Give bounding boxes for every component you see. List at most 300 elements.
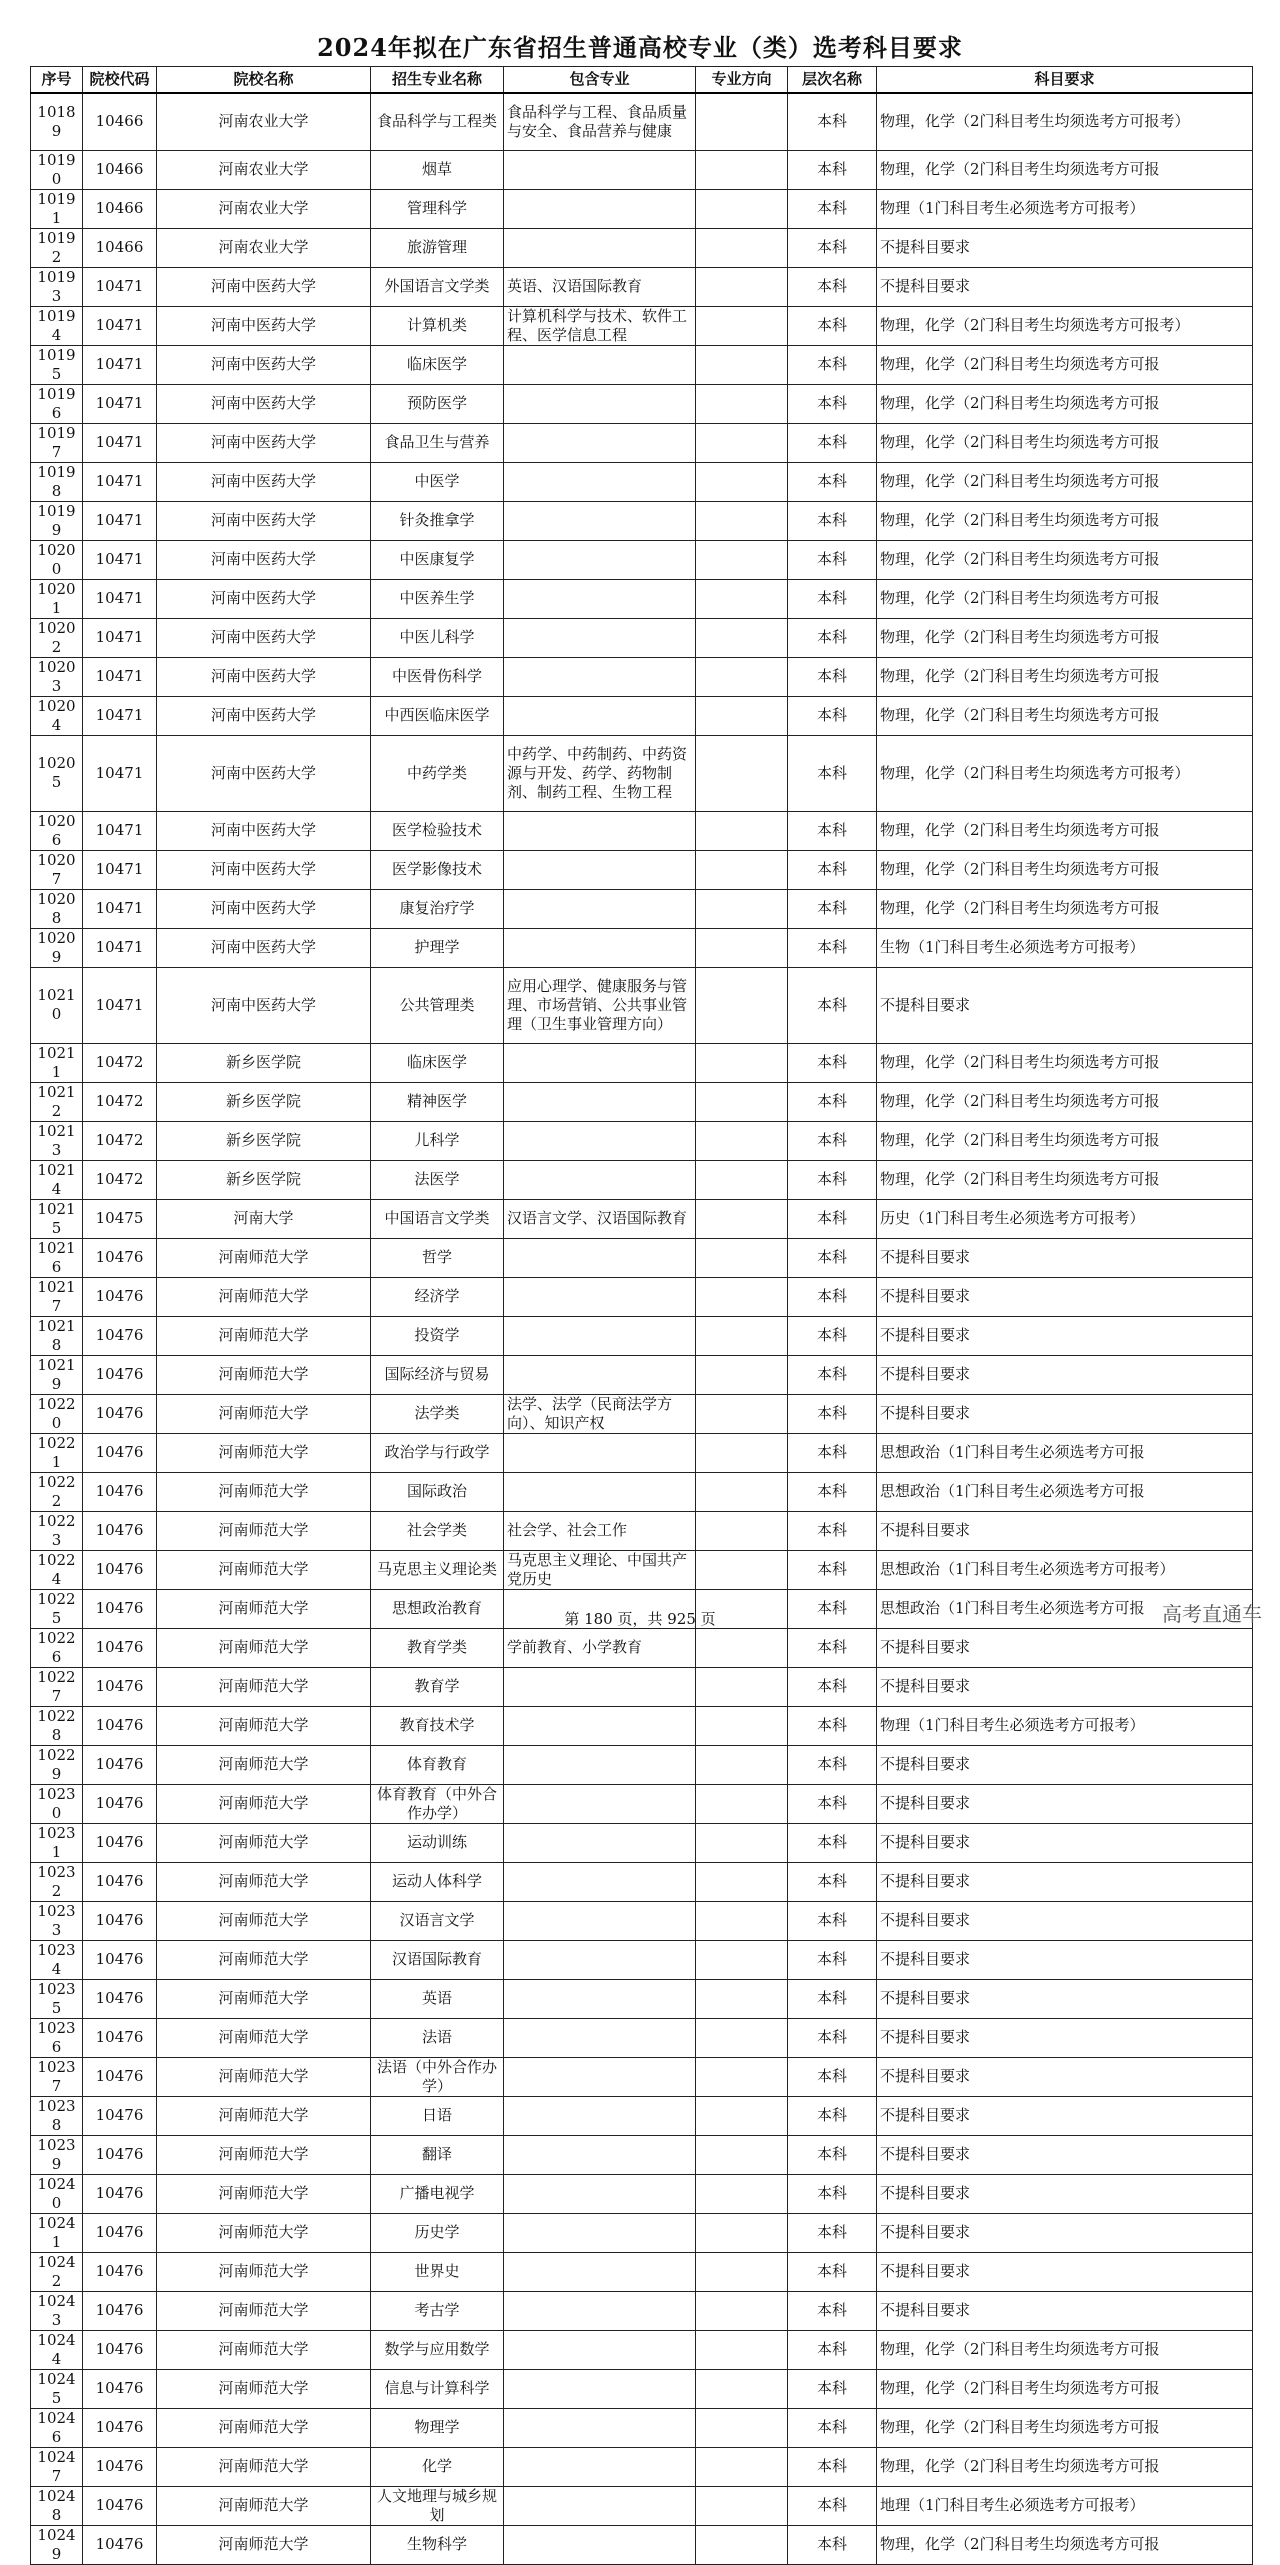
cell-school-code: 10476 bbox=[83, 1628, 157, 1667]
cell-major-direction bbox=[696, 540, 788, 579]
cell-major-name: 信息与计算科学 bbox=[371, 2369, 504, 2408]
cell-school-name: 河南中医药大学 bbox=[157, 267, 371, 306]
cell-level: 本科 bbox=[788, 1589, 877, 1628]
cell-major-name: 汉语言文学 bbox=[371, 1901, 504, 1940]
cell-school-name: 河南师范大学 bbox=[157, 2213, 371, 2252]
cell-index: 10202 bbox=[31, 618, 83, 657]
cell-major-name: 中医儿科学 bbox=[371, 618, 504, 657]
cell-school-name: 河南师范大学 bbox=[157, 1979, 371, 2018]
cell-major-name: 医学检验技术 bbox=[371, 811, 504, 850]
cell-major-name: 精神医学 bbox=[371, 1082, 504, 1121]
table-row bbox=[31, 501, 1253, 540]
cell-included-majors bbox=[504, 1745, 696, 1784]
cell-index: 10195 bbox=[31, 345, 83, 384]
table-row bbox=[31, 1043, 1253, 1082]
cell-level: 本科 bbox=[788, 2291, 877, 2330]
cell-school-code: 10466 bbox=[83, 93, 157, 150]
cell-major-direction bbox=[696, 811, 788, 850]
column-header-included-majors: 包含专业 bbox=[504, 67, 696, 94]
cell-index: 10217 bbox=[31, 1277, 83, 1316]
cell-subject-requirement: 不提科目要求 bbox=[877, 1901, 1253, 1940]
cell-school-name: 新乡医学院 bbox=[157, 1160, 371, 1199]
cell-subject-requirement: 不提科目要求 bbox=[877, 2096, 1253, 2135]
cell-school-code: 10476 bbox=[83, 2018, 157, 2057]
cell-major-direction bbox=[696, 2291, 788, 2330]
cell-school-code: 10476 bbox=[83, 2525, 157, 2564]
cell-major-direction bbox=[696, 967, 788, 1043]
cell-major-direction bbox=[696, 1355, 788, 1394]
cell-level: 本科 bbox=[788, 2330, 877, 2369]
cell-included-majors bbox=[504, 1823, 696, 1862]
cell-school-code: 10471 bbox=[83, 967, 157, 1043]
cell-subject-requirement: 不提科目要求 bbox=[877, 1784, 1253, 1823]
table-row bbox=[31, 928, 1253, 967]
cell-major-name: 马克思主义理论类 bbox=[371, 1550, 504, 1589]
cell-school-name: 河南师范大学 bbox=[157, 1901, 371, 1940]
cell-school-name: 河南师范大学 bbox=[157, 1628, 371, 1667]
cell-level: 本科 bbox=[788, 2018, 877, 2057]
cell-major-name: 投资学 bbox=[371, 1316, 504, 1355]
cell-index: 10230 bbox=[31, 1784, 83, 1823]
cell-level: 本科 bbox=[788, 1433, 877, 1472]
cell-school-code: 10476 bbox=[83, 1433, 157, 1472]
cell-subject-requirement: 不提科目要求 bbox=[877, 1238, 1253, 1277]
cell-included-majors bbox=[504, 462, 696, 501]
cell-included-majors bbox=[504, 1277, 696, 1316]
cell-included-majors bbox=[504, 2213, 696, 2252]
cell-major-direction bbox=[696, 1550, 788, 1589]
cell-major-name: 法学类 bbox=[371, 1394, 504, 1433]
cell-major-direction bbox=[696, 1277, 788, 1316]
cell-major-name: 世界史 bbox=[371, 2252, 504, 2291]
cell-level: 本科 bbox=[788, 1667, 877, 1706]
table-row bbox=[31, 2330, 1253, 2369]
cell-major-name: 儿科学 bbox=[371, 1121, 504, 1160]
cell-index: 10203 bbox=[31, 657, 83, 696]
table-row bbox=[31, 2486, 1253, 2525]
cell-included-majors bbox=[504, 1472, 696, 1511]
cell-school-code: 10476 bbox=[83, 1667, 157, 1706]
cell-subject-requirement: 物理，化学（2门科目考生均须选考方可报 bbox=[877, 2408, 1253, 2447]
cell-major-direction bbox=[696, 1901, 788, 1940]
table-row bbox=[31, 1472, 1253, 1511]
cell-included-majors bbox=[504, 889, 696, 928]
cell-school-name: 河南师范大学 bbox=[157, 1706, 371, 1745]
cell-school-code: 10476 bbox=[83, 2408, 157, 2447]
cell-major-name: 体育教育（中外合作办学） bbox=[371, 1784, 504, 1823]
cell-included-majors bbox=[504, 1901, 696, 1940]
cell-index: 10237 bbox=[31, 2057, 83, 2096]
cell-level: 本科 bbox=[788, 579, 877, 618]
cell-level: 本科 bbox=[788, 1862, 877, 1901]
cell-major-name: 运动训练 bbox=[371, 1823, 504, 1862]
cell-major-direction bbox=[696, 1199, 788, 1238]
cell-included-majors: 计算机科学与技术、软件工程、医学信息工程 bbox=[504, 306, 696, 345]
cell-school-name: 河南师范大学 bbox=[157, 2018, 371, 2057]
cell-included-majors bbox=[504, 501, 696, 540]
cell-school-code: 10471 bbox=[83, 267, 157, 306]
cell-included-majors bbox=[504, 2174, 696, 2213]
cell-index: 10194 bbox=[31, 306, 83, 345]
cell-subject-requirement: 物理，化学（2门科目考生均须选考方可报 bbox=[877, 579, 1253, 618]
cell-subject-requirement: 物理，化学（2门科目考生均须选考方可报 bbox=[877, 2369, 1253, 2408]
column-header-school-code: 院校代码 bbox=[83, 67, 157, 94]
table-row bbox=[31, 1823, 1253, 1862]
cell-level: 本科 bbox=[788, 2447, 877, 2486]
cell-school-name: 河南师范大学 bbox=[157, 2057, 371, 2096]
cell-major-direction bbox=[696, 2252, 788, 2291]
cell-major-direction bbox=[696, 345, 788, 384]
cell-major-direction bbox=[696, 1628, 788, 1667]
cell-subject-requirement: 不提科目要求 bbox=[877, 1355, 1253, 1394]
cell-subject-requirement: 思想政治（1门科目考生必须选考方可报考） bbox=[877, 1550, 1253, 1589]
cell-subject-requirement: 不提科目要求 bbox=[877, 2213, 1253, 2252]
cell-school-code: 10476 bbox=[83, 1979, 157, 2018]
cell-subject-requirement: 不提科目要求 bbox=[877, 1394, 1253, 1433]
cell-school-name: 河南农业大学 bbox=[157, 93, 371, 150]
cell-level: 本科 bbox=[788, 1940, 877, 1979]
cell-major-direction bbox=[696, 462, 788, 501]
cell-major-direction bbox=[696, 1979, 788, 2018]
cell-index: 10226 bbox=[31, 1628, 83, 1667]
cell-school-name: 新乡医学院 bbox=[157, 1121, 371, 1160]
cell-major-name: 经济学 bbox=[371, 1277, 504, 1316]
table-row bbox=[31, 189, 1253, 228]
table-row bbox=[31, 93, 1253, 150]
cell-index: 10232 bbox=[31, 1862, 83, 1901]
cell-index: 10222 bbox=[31, 1472, 83, 1511]
cell-index: 10206 bbox=[31, 811, 83, 850]
cell-index: 10207 bbox=[31, 850, 83, 889]
cell-level: 本科 bbox=[788, 1043, 877, 1082]
cell-school-name: 河南师范大学 bbox=[157, 1355, 371, 1394]
cell-subject-requirement: 物理，化学（2门科目考生均须选考方可报 bbox=[877, 850, 1253, 889]
cell-major-name: 食品科学与工程类 bbox=[371, 93, 504, 150]
cell-index: 10205 bbox=[31, 735, 83, 811]
cell-major-direction bbox=[696, 1082, 788, 1121]
cell-level: 本科 bbox=[788, 1121, 877, 1160]
cell-subject-requirement: 物理，化学（2门科目考生均须选考方可报 bbox=[877, 657, 1253, 696]
cell-index: 10242 bbox=[31, 2252, 83, 2291]
cell-subject-requirement: 物理（1门科目考生必须选考方可报考） bbox=[877, 1706, 1253, 1745]
cell-school-name: 河南中医药大学 bbox=[157, 811, 371, 850]
cell-level: 本科 bbox=[788, 850, 877, 889]
cell-index: 10198 bbox=[31, 462, 83, 501]
cell-major-name: 广播电视学 bbox=[371, 2174, 504, 2213]
brand-watermark: 高考直通车 bbox=[1162, 1602, 1262, 1626]
cell-subject-requirement: 地理（1门科目考生必须选考方可报考） bbox=[877, 2486, 1253, 2525]
cell-school-name: 河南师范大学 bbox=[157, 1511, 371, 1550]
cell-school-code: 10466 bbox=[83, 228, 157, 267]
cell-index: 10200 bbox=[31, 540, 83, 579]
cell-included-majors: 法学、法学（民商法学方向）、知识产权 bbox=[504, 1394, 696, 1433]
cell-index: 10227 bbox=[31, 1667, 83, 1706]
cell-major-name: 中西医临床医学 bbox=[371, 696, 504, 735]
cell-major-direction bbox=[696, 1862, 788, 1901]
cell-index: 10190 bbox=[31, 150, 83, 189]
cell-major-direction bbox=[696, 1043, 788, 1082]
cell-subject-requirement: 物理，化学（2门科目考生均须选考方可报 bbox=[877, 889, 1253, 928]
cell-index: 10235 bbox=[31, 1979, 83, 2018]
cell-level: 本科 bbox=[788, 811, 877, 850]
cell-major-direction bbox=[696, 1667, 788, 1706]
cell-subject-requirement: 物理，化学（2门科目考生均须选考方可报 bbox=[877, 696, 1253, 735]
table-row bbox=[31, 1862, 1253, 1901]
cell-school-name: 河南农业大学 bbox=[157, 150, 371, 189]
cell-major-name: 物理学 bbox=[371, 2408, 504, 2447]
cell-school-code: 10476 bbox=[83, 2291, 157, 2330]
cell-major-direction bbox=[696, 1940, 788, 1979]
cell-school-name: 河南师范大学 bbox=[157, 1472, 371, 1511]
cell-included-majors bbox=[504, 228, 696, 267]
cell-subject-requirement: 不提科目要求 bbox=[877, 1823, 1253, 1862]
cell-level: 本科 bbox=[788, 2057, 877, 2096]
cell-major-direction bbox=[696, 1823, 788, 1862]
cell-school-code: 10471 bbox=[83, 384, 157, 423]
cell-school-code: 10471 bbox=[83, 345, 157, 384]
cell-major-name: 政治学与行政学 bbox=[371, 1433, 504, 1472]
column-header-major-direction: 专业方向 bbox=[696, 67, 788, 94]
cell-subject-requirement: 物理，化学（2门科目考生均须选考方可报 bbox=[877, 150, 1253, 189]
cell-major-direction bbox=[696, 850, 788, 889]
cell-major-name: 教育学 bbox=[371, 1667, 504, 1706]
cell-index: 10216 bbox=[31, 1238, 83, 1277]
cell-level: 本科 bbox=[788, 1082, 877, 1121]
cell-included-majors: 食品科学与工程、食品质量与安全、食品营养与健康 bbox=[504, 93, 696, 150]
cell-major-direction bbox=[696, 2174, 788, 2213]
table-row bbox=[31, 1979, 1253, 2018]
cell-included-majors bbox=[504, 2447, 696, 2486]
cell-school-code: 10471 bbox=[83, 501, 157, 540]
cell-included-majors bbox=[504, 1082, 696, 1121]
cell-school-code: 10476 bbox=[83, 1472, 157, 1511]
cell-subject-requirement: 不提科目要求 bbox=[877, 967, 1253, 1043]
cell-level: 本科 bbox=[788, 1394, 877, 1433]
cell-index: 10229 bbox=[31, 1745, 83, 1784]
cell-index: 10244 bbox=[31, 2330, 83, 2369]
page-title: 2024年拟在广东省招生普通高校专业（类）选考科目要求 bbox=[317, 33, 963, 62]
table-row bbox=[31, 2408, 1253, 2447]
cell-major-name: 公共管理类 bbox=[371, 967, 504, 1043]
cell-level: 本科 bbox=[788, 2096, 877, 2135]
table-row bbox=[31, 1667, 1253, 1706]
cell-subject-requirement: 物理，化学（2门科目考生均须选考方可报 bbox=[877, 811, 1253, 850]
cell-index: 10211 bbox=[31, 1043, 83, 1082]
cell-major-name: 生物科学 bbox=[371, 2525, 504, 2564]
cell-subject-requirement: 不提科目要求 bbox=[877, 2291, 1253, 2330]
cell-major-name: 外国语言文学类 bbox=[371, 267, 504, 306]
cell-school-code: 10476 bbox=[83, 2096, 157, 2135]
cell-included-majors bbox=[504, 1979, 696, 2018]
cell-included-majors bbox=[504, 2291, 696, 2330]
table-row bbox=[31, 618, 1253, 657]
table-row bbox=[31, 2369, 1253, 2408]
cell-major-direction bbox=[696, 1394, 788, 1433]
cell-major-name: 人文地理与城乡规划 bbox=[371, 2486, 504, 2525]
cell-school-code: 10471 bbox=[83, 928, 157, 967]
cell-major-direction bbox=[696, 93, 788, 150]
cell-major-name: 管理科学 bbox=[371, 189, 504, 228]
cell-included-majors: 应用心理学、健康服务与管理、市场营销、公共事业管理（卫生事业管理方向） bbox=[504, 967, 696, 1043]
cell-level: 本科 bbox=[788, 967, 877, 1043]
cell-school-code: 10476 bbox=[83, 2057, 157, 2096]
cell-index: 10221 bbox=[31, 1433, 83, 1472]
cell-school-code: 10471 bbox=[83, 423, 157, 462]
table-row bbox=[31, 2252, 1253, 2291]
cell-school-code: 10476 bbox=[83, 1745, 157, 1784]
cell-school-code: 10466 bbox=[83, 189, 157, 228]
cell-included-majors bbox=[504, 1238, 696, 1277]
cell-major-name: 思想政治教育 bbox=[371, 1589, 504, 1628]
cell-index: 10196 bbox=[31, 384, 83, 423]
cell-school-name: 河南师范大学 bbox=[157, 1238, 371, 1277]
cell-major-name: 数学与应用数学 bbox=[371, 2330, 504, 2369]
cell-subject-requirement: 物理，化学（2门科目考生均须选考方可报 bbox=[877, 462, 1253, 501]
cell-index: 10223 bbox=[31, 1511, 83, 1550]
cell-included-majors bbox=[504, 1940, 696, 1979]
cell-major-direction bbox=[696, 2096, 788, 2135]
cell-school-name: 河南师范大学 bbox=[157, 2330, 371, 2369]
cell-school-name: 河南师范大学 bbox=[157, 1823, 371, 1862]
cell-school-code: 10476 bbox=[83, 2486, 157, 2525]
cell-level: 本科 bbox=[788, 1745, 877, 1784]
cell-school-name: 河南中医药大学 bbox=[157, 345, 371, 384]
cell-level: 本科 bbox=[788, 1160, 877, 1199]
cell-major-name: 社会学类 bbox=[371, 1511, 504, 1550]
cell-index: 10225 bbox=[31, 1589, 83, 1628]
cell-included-majors bbox=[504, 2330, 696, 2369]
cell-school-name: 河南中医药大学 bbox=[157, 540, 371, 579]
cell-major-direction bbox=[696, 928, 788, 967]
cell-school-code: 10476 bbox=[83, 1862, 157, 1901]
cell-school-name: 河南中医药大学 bbox=[157, 579, 371, 618]
cell-school-code: 10471 bbox=[83, 735, 157, 811]
cell-index: 10192 bbox=[31, 228, 83, 267]
cell-included-majors bbox=[504, 2018, 696, 2057]
cell-major-name: 中医骨伤科学 bbox=[371, 657, 504, 696]
cell-index: 10231 bbox=[31, 1823, 83, 1862]
cell-school-code: 10471 bbox=[83, 889, 157, 928]
cell-level: 本科 bbox=[788, 2174, 877, 2213]
cell-included-majors: 学前教育、小学教育 bbox=[504, 1628, 696, 1667]
cell-major-name: 英语 bbox=[371, 1979, 504, 2018]
cell-major-direction bbox=[696, 2330, 788, 2369]
cell-school-code: 10471 bbox=[83, 696, 157, 735]
cell-subject-requirement: 不提科目要求 bbox=[877, 267, 1253, 306]
cell-major-name: 法医学 bbox=[371, 1160, 504, 1199]
cell-level: 本科 bbox=[788, 1355, 877, 1394]
cell-level: 本科 bbox=[788, 384, 877, 423]
table-row bbox=[31, 850, 1253, 889]
cell-level: 本科 bbox=[788, 618, 877, 657]
cell-subject-requirement: 物理，化学（2门科目考生均须选考方可报 bbox=[877, 540, 1253, 579]
cell-subject-requirement: 不提科目要求 bbox=[877, 1667, 1253, 1706]
cell-level: 本科 bbox=[788, 2408, 877, 2447]
cell-index: 10218 bbox=[31, 1316, 83, 1355]
cell-subject-requirement: 物理，化学（2门科目考生均须选考方可报 bbox=[877, 2330, 1253, 2369]
cell-major-name: 医学影像技术 bbox=[371, 850, 504, 889]
cell-major-name: 哲学 bbox=[371, 1238, 504, 1277]
cell-major-name: 护理学 bbox=[371, 928, 504, 967]
cell-major-name: 临床医学 bbox=[371, 345, 504, 384]
cell-subject-requirement: 不提科目要求 bbox=[877, 1745, 1253, 1784]
cell-school-name: 河南师范大学 bbox=[157, 2174, 371, 2213]
cell-level: 本科 bbox=[788, 2369, 877, 2408]
cell-major-name: 体育教育 bbox=[371, 1745, 504, 1784]
cell-major-name: 烟草 bbox=[371, 150, 504, 189]
cell-school-name: 河南中医药大学 bbox=[157, 462, 371, 501]
cell-level: 本科 bbox=[788, 2525, 877, 2564]
cell-school-name: 河南中医药大学 bbox=[157, 850, 371, 889]
requirements-table bbox=[30, 66, 1253, 2565]
cell-subject-requirement: 生物（1门科目考生必须选考方可报考） bbox=[877, 928, 1253, 967]
cell-school-name: 河南中医药大学 bbox=[157, 501, 371, 540]
cell-index: 10249 bbox=[31, 2525, 83, 2564]
cell-major-direction bbox=[696, 423, 788, 462]
cell-school-name: 河南师范大学 bbox=[157, 1667, 371, 1706]
cell-subject-requirement: 不提科目要求 bbox=[877, 228, 1253, 267]
cell-major-name: 历史学 bbox=[371, 2213, 504, 2252]
column-header-major-name: 招生专业名称 bbox=[371, 67, 504, 94]
cell-level: 本科 bbox=[788, 345, 877, 384]
cell-level: 本科 bbox=[788, 267, 877, 306]
cell-school-code: 10472 bbox=[83, 1160, 157, 1199]
cell-major-direction bbox=[696, 1160, 788, 1199]
cell-subject-requirement: 物理，化学（2门科目考生均须选考方可报考） bbox=[877, 735, 1253, 811]
table-row bbox=[31, 1199, 1253, 1238]
table-row bbox=[31, 1628, 1253, 1667]
table-row bbox=[31, 1394, 1253, 1433]
cell-school-code: 10476 bbox=[83, 2174, 157, 2213]
cell-school-code: 10476 bbox=[83, 1394, 157, 1433]
cell-major-direction bbox=[696, 1472, 788, 1511]
cell-major-direction bbox=[696, 1745, 788, 1784]
cell-school-name: 河南师范大学 bbox=[157, 1550, 371, 1589]
cell-school-code: 10471 bbox=[83, 579, 157, 618]
cell-school-name: 河南师范大学 bbox=[157, 2447, 371, 2486]
cell-level: 本科 bbox=[788, 1199, 877, 1238]
cell-index: 10213 bbox=[31, 1121, 83, 1160]
table-row bbox=[31, 1160, 1253, 1199]
cell-school-name: 河南中医药大学 bbox=[157, 928, 371, 967]
cell-included-majors: 社会学、社会工作 bbox=[504, 1511, 696, 1550]
column-header-school-name: 院校名称 bbox=[157, 67, 371, 94]
cell-school-name: 河南师范大学 bbox=[157, 1589, 371, 1628]
table-row bbox=[31, 1784, 1253, 1823]
table-row bbox=[31, 1706, 1253, 1745]
cell-subject-requirement: 思想政治（1门科目考生必须选考方可报 bbox=[877, 1589, 1253, 1628]
cell-school-code: 10476 bbox=[83, 2252, 157, 2291]
cell-index: 10214 bbox=[31, 1160, 83, 1199]
cell-school-code: 10471 bbox=[83, 540, 157, 579]
cell-subject-requirement: 不提科目要求 bbox=[877, 1940, 1253, 1979]
cell-level: 本科 bbox=[788, 1277, 877, 1316]
cell-subject-requirement: 不提科目要求 bbox=[877, 1511, 1253, 1550]
cell-level: 本科 bbox=[788, 1901, 877, 1940]
table-row bbox=[31, 1433, 1253, 1472]
cell-major-direction bbox=[696, 696, 788, 735]
cell-included-majors bbox=[504, 2486, 696, 2525]
cell-major-direction bbox=[696, 579, 788, 618]
table-row bbox=[31, 228, 1253, 267]
cell-school-code: 10476 bbox=[83, 2213, 157, 2252]
cell-index: 10241 bbox=[31, 2213, 83, 2252]
cell-school-code: 10476 bbox=[83, 1277, 157, 1316]
cell-school-name: 河南中医药大学 bbox=[157, 735, 371, 811]
cell-subject-requirement: 物理，化学（2门科目考生均须选考方可报 bbox=[877, 501, 1253, 540]
cell-index: 10212 bbox=[31, 1082, 83, 1121]
table-row bbox=[31, 2213, 1253, 2252]
